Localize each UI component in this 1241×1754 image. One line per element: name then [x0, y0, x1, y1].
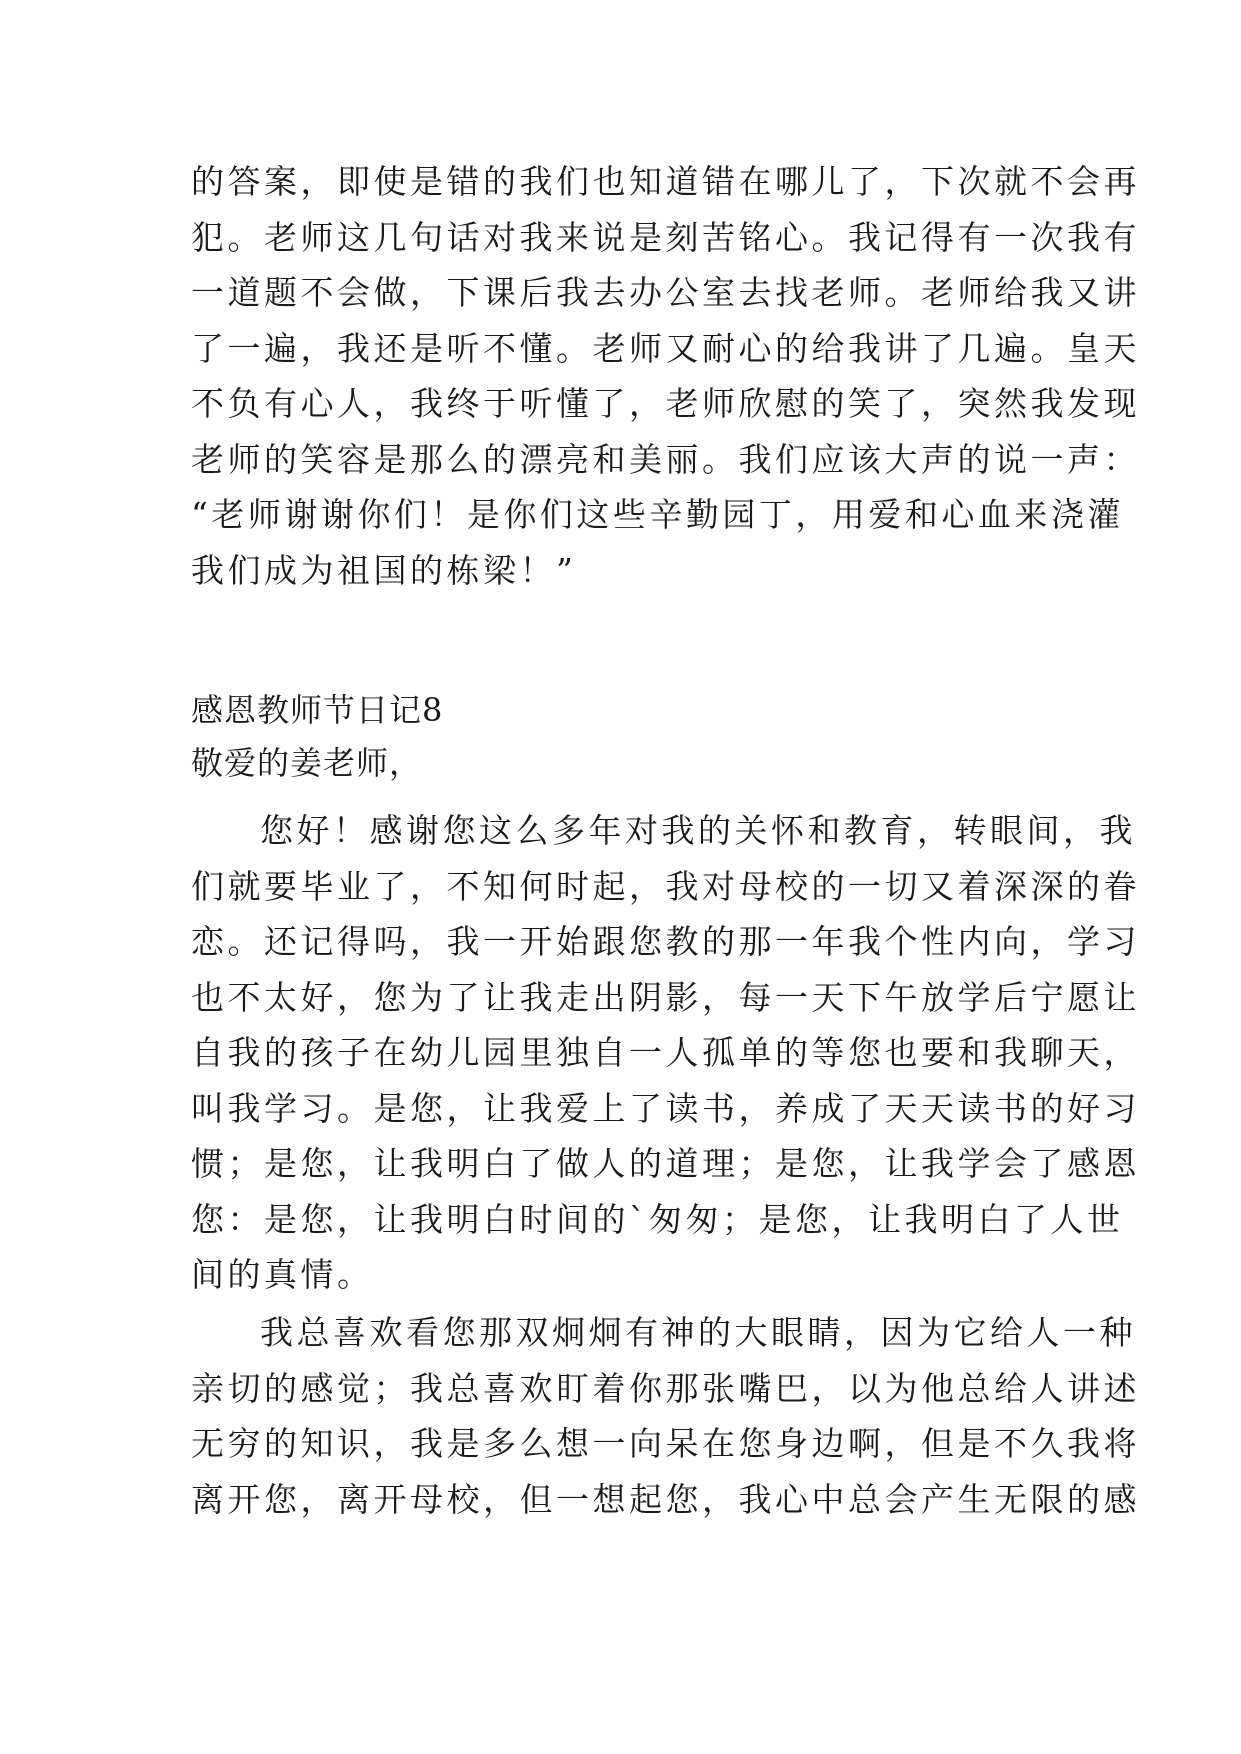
text-line: 您：是您，让我明白时间的`匆匆；是您，让我明白了人世	[191, 1199, 1124, 1239]
section-header	[191, 684, 1061, 790]
text-line: 犯。老师这几句话对我来说是刻苦铭心。我记得有一次我有	[191, 217, 1140, 257]
text-line: 您好！感谢您这么多年对我的关怀和教育，转眼间，我	[260, 811, 1136, 850]
section-title: 感恩教师节日记8	[191, 691, 444, 729]
text-line: 无穷的知识，我是多么想一向呆在您身边啊，但是不久我将	[191, 1424, 1140, 1463]
text-line: 恋。还记得吗，我一开始跟您教的那一年我个性内向，学习	[191, 922, 1140, 961]
letter-paragraph-2	[191, 1305, 1140, 1527]
text-line: 也不太好，您为了让我走出阴影，每一天下午放学后宁愿让	[191, 977, 1140, 1017]
text-line: 自我的孩子在幼儿园里独自一人孤单的等您也要和我聊天，	[191, 1033, 1140, 1072]
text-line: 惯；是您，让我明白了做人的道理；是您，让我学会了感恩	[191, 1144, 1140, 1183]
text-line: 了一遍，我还是听不懂。老师又耐心的给我讲了几遍。皇天	[191, 328, 1140, 368]
salutation: 敬爱的姜老师，	[191, 744, 423, 782]
text-line: 叫我学习。是您，让我爱上了读书，养成了天天读书的好习	[191, 1088, 1140, 1128]
letter-paragraph-1	[191, 803, 1140, 1303]
text-line: 不负有心人，我终于听懂了，老师欣慰的笑了，突然我发现	[191, 384, 1140, 423]
text-line: 我总喜欢看您那双炯炯有神的大眼睛，因为它给人一种	[260, 1313, 1136, 1352]
text-line: 一道题不会做，下课后我去办公室去找老师。老师给我又讲	[191, 273, 1140, 312]
text-line: 们就要毕业了，不知何时起，我对母校的一切又着深深的眷	[191, 866, 1140, 906]
text-line: 的答案，即使是错的我们也知道错在哪儿了，下次就不会再	[191, 162, 1140, 201]
continuation-paragraph	[191, 154, 1140, 598]
text-line: 亲切的感觉；我总喜欢盯着你那张嘴巴，以为他总给人讲述	[191, 1368, 1140, 1408]
text-line: 间的真情。	[191, 1255, 374, 1294]
text-line: 我们成为祖国的栋梁！”	[191, 550, 577, 590]
text-line: 离开您，离开母校，但一想起您，我心中总会产生无限的感	[191, 1479, 1140, 1519]
text-line: 老师的笑容是那么的漂亮和美丽。我们应该大声的说一声：	[191, 439, 1140, 479]
text-line: “老师谢谢你们！是你们这些辛勤园丁，用爱和心血来浇灌	[191, 495, 1124, 534]
